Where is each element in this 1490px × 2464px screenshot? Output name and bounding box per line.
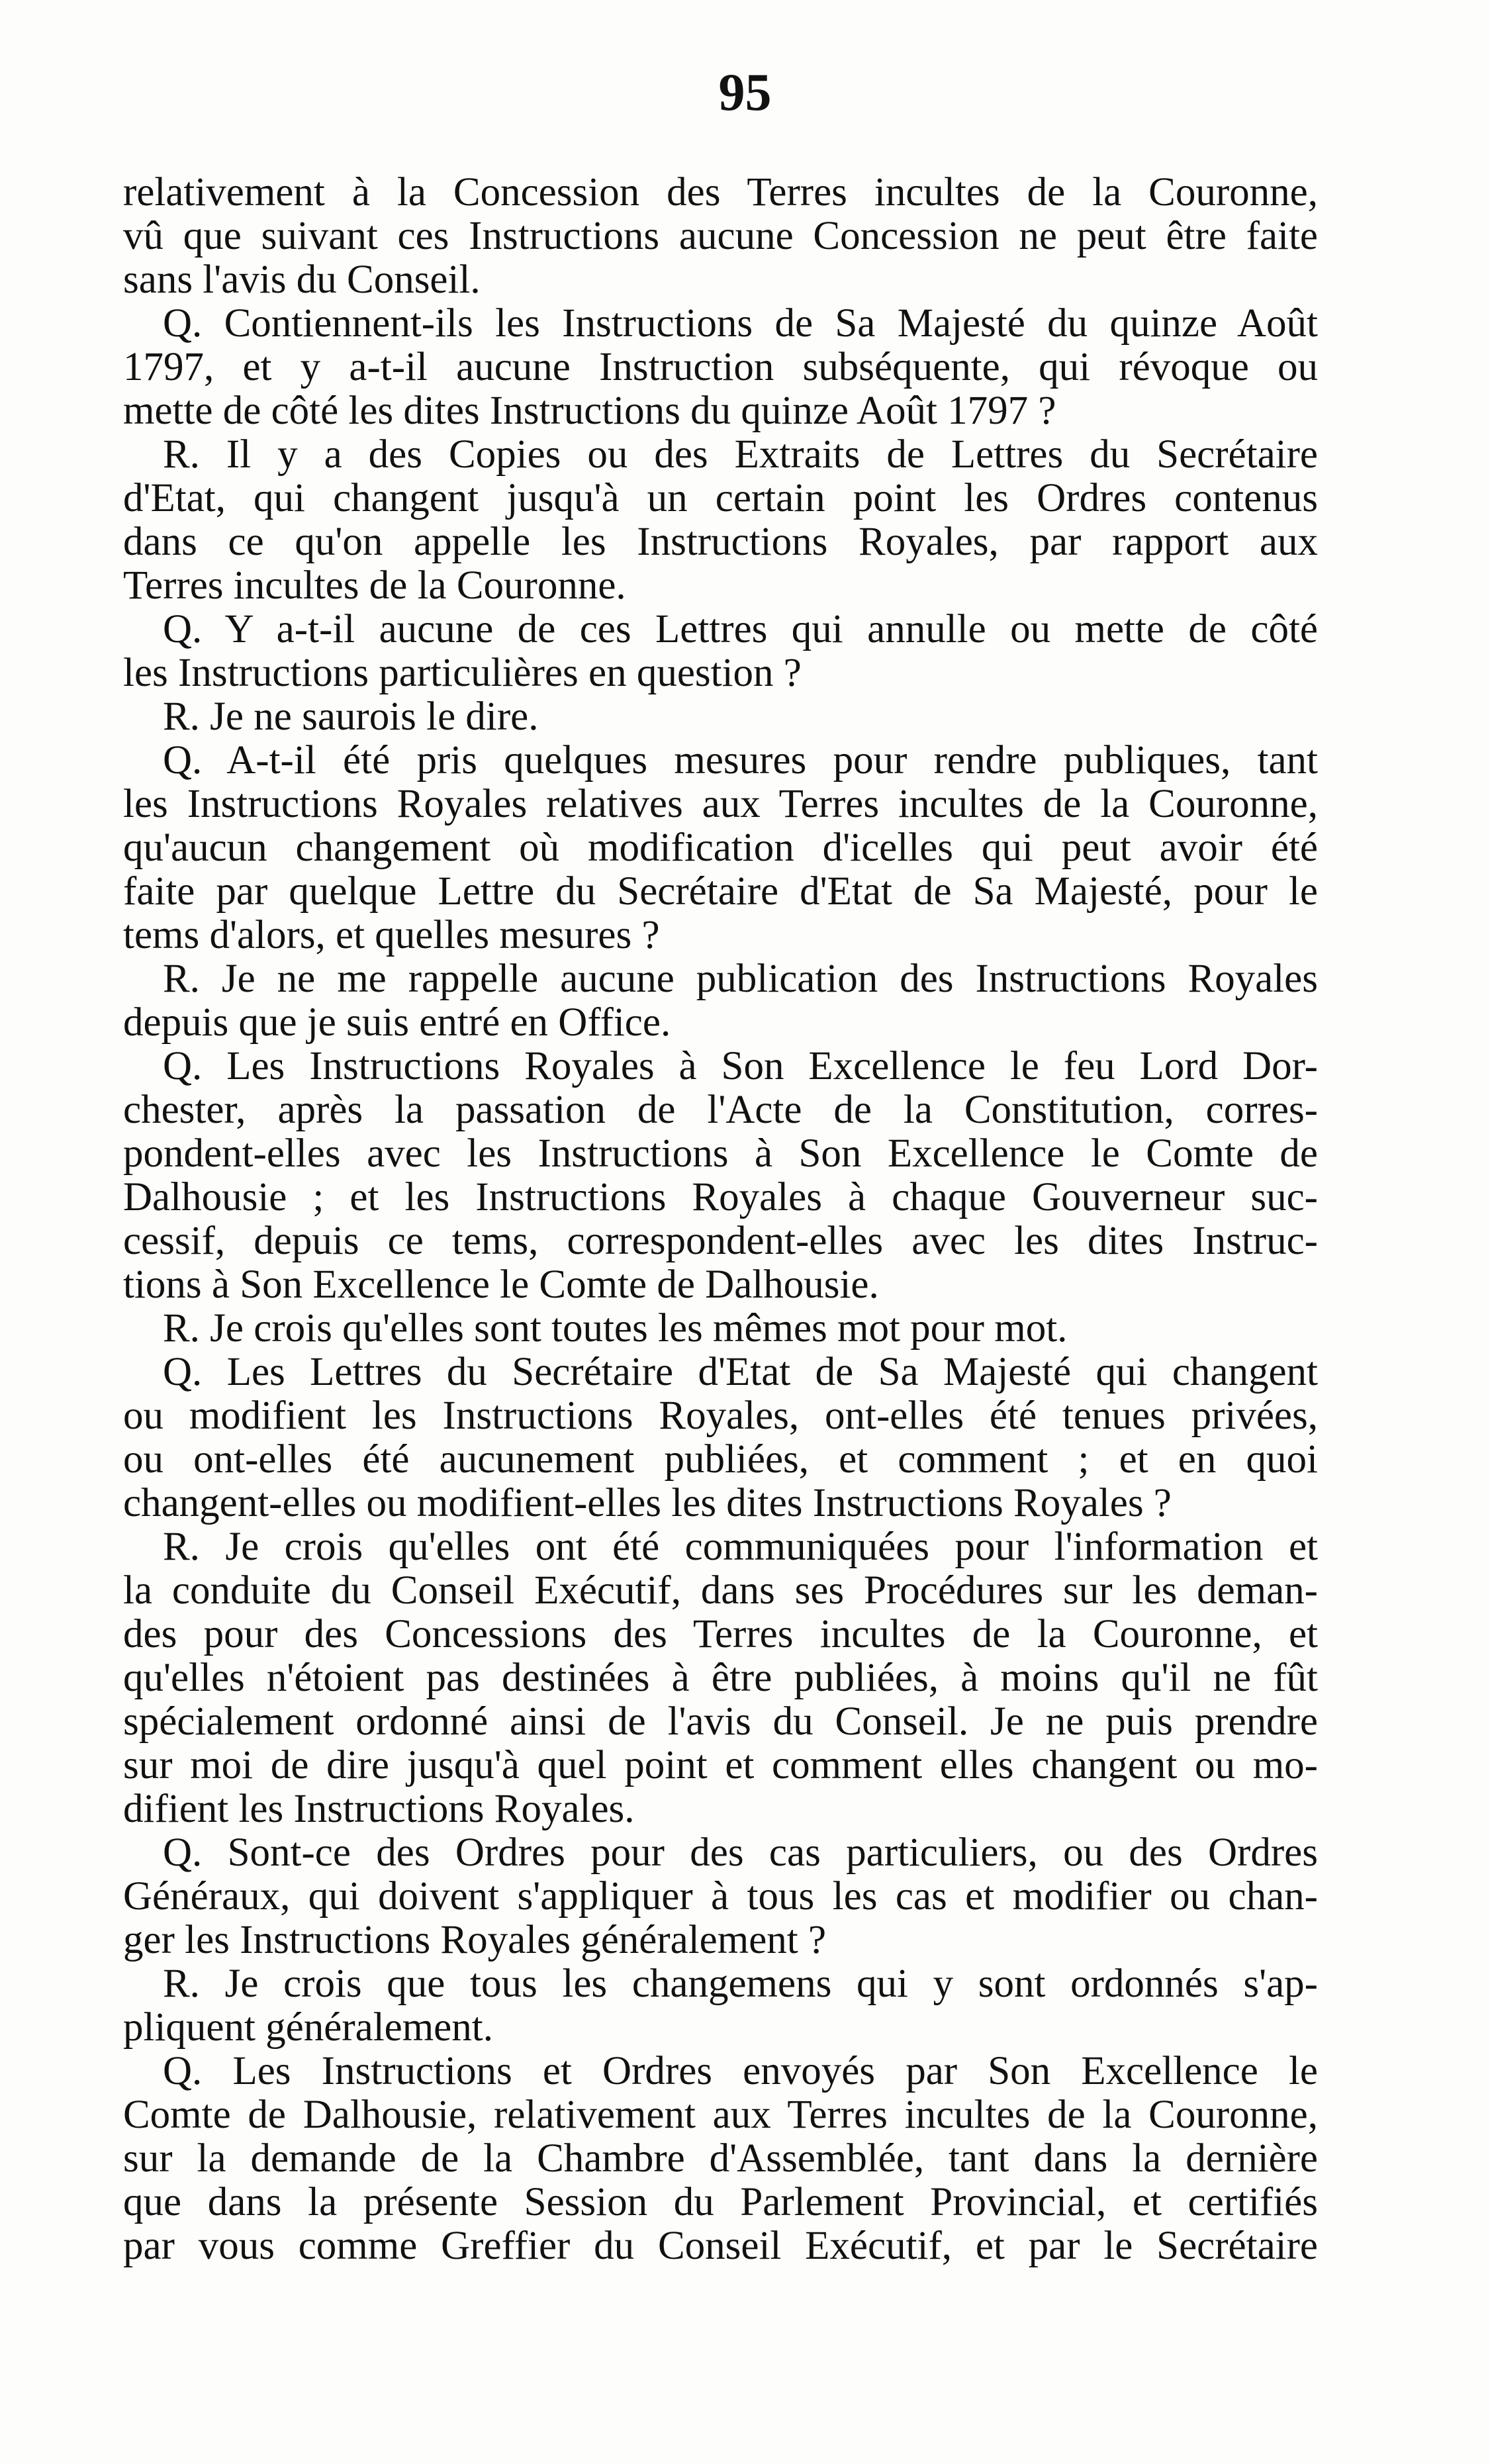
page-number: 95 [718, 64, 772, 122]
text-line: sur moi de dire jusqu'à quel point et comment elles changent ou mo- [123, 1744, 1318, 1787]
text-line: la conduite du Conseil Exécutif, dans ses Procédures sur les deman- [123, 1569, 1318, 1613]
text-line: que dans la présente Session du Parlement Provincial, et certifiés [123, 2181, 1318, 2224]
text-line: Q. Les Instructions Royales à Son Excellence le feu Lord Dor- [163, 1045, 1318, 1088]
text-line: depuis que je suis entré en Office. [123, 1001, 671, 1045]
text-line: Comte de Dalhousie, relativement aux Terres incultes de la Couronne, [123, 2093, 1318, 2137]
text-line: R. Je crois qu'elles sont toutes les mêmes mot pour mot. [163, 1307, 1068, 1350]
text-line: faite par quelque Lettre du Secrétaire d'Etat de Sa Majesté, pour le [123, 870, 1318, 914]
text-line: mette de côté les dites Instructions du quinze Août 1797 ? [123, 389, 1056, 433]
text-line: dans ce qu'on appelle les Instructions Royales, par rapport aux [123, 520, 1318, 564]
text-line: sans l'avis du Conseil. [123, 258, 481, 302]
text-line: qu'elles n'étoient pas destinées à être publiées, à moins qu'il ne fût [123, 1656, 1318, 1700]
text-line: Q. Les Lettres du Secrétaire d'Etat de Sa Majesté qui changent [163, 1350, 1318, 1394]
text-line: R. Il y a des Copies ou des Extraits de Lettres du Secrétaire [163, 433, 1318, 477]
text-line: R. Je ne saurois le dire. [163, 695, 539, 739]
text-line: les Instructions particulières en question ? [123, 651, 802, 695]
body-text [123, 171, 1318, 2268]
text-line: chester, après la passation de l'Acte de la Constitution, corres- [123, 1088, 1318, 1132]
text-line: tions à Son Excellence le Comte de Dalhousie. [123, 1263, 879, 1307]
text-line: Terres incultes de la Couronne. [123, 564, 626, 608]
text-line: Généraux, qui doivent s'appliquer à tous les cas et modifier ou chan- [123, 1875, 1318, 1919]
text-line: pliquent généralement. [123, 2006, 493, 2050]
text-line: Dalhousie ; et les Instructions Royales à chaque Gouverneur suc- [123, 1176, 1318, 1219]
text-line: Q. Y a-t-il aucune de ces Lettres qui annulle ou mette de côté [163, 608, 1318, 651]
text-line: par vous comme Greffier du Conseil Exécutif, et par le Secrétaire [123, 2224, 1318, 2268]
text-line: sur la demande de la Chambre d'Assemblée, tant dans la dernière [123, 2137, 1318, 2181]
text-line: vû que suivant ces Instructions aucune Concession ne peut être faite [123, 214, 1318, 258]
text-line: les Instructions Royales relatives aux Terres incultes de la Couronne, [123, 782, 1318, 826]
text-line: Q. Contiennent-ils les Instructions de Sa Majesté du quinze Août [163, 302, 1318, 346]
text-line: Q. Sont-ce des Ordres pour des cas particuliers, ou des Ordres [163, 1831, 1318, 1875]
text-line: changent-elles ou modifient-elles les dites Instructions Royales ? [123, 1482, 1172, 1525]
text-line: R. Je crois que tous les changemens qui y sont ordonnés s'ap- [163, 1962, 1318, 2006]
text-line: ou ont-elles été aucunement publiées, et comment ; et en quoi [123, 1438, 1318, 1482]
text-line: relativement à la Concession des Terres incultes de la Couronne, [123, 171, 1318, 214]
text-line: ger les Instructions Royales généralement ? [123, 1919, 827, 1962]
text-line: R. Je crois qu'elles ont été communiquées pour l'information et [163, 1525, 1318, 1569]
text-line: pondent-elles avec les Instructions à Son Excellence le Comte de [123, 1132, 1318, 1176]
text-line: tems d'alors, et quelles mesures ? [123, 914, 660, 957]
text-line: Q. Les Instructions et Ordres envoyés par Son Excellence le [163, 2050, 1318, 2093]
text-line: difient les Instructions Royales. [123, 1787, 635, 1831]
text-line: des pour des Concessions des Terres incultes de la Couronne, et [123, 1613, 1318, 1656]
text-line: R. Je ne me rappelle aucune publication des Instructions Royales [163, 957, 1318, 1001]
text-line: ou modifient les Instructions Royales, ont-elles été tenues privées, [123, 1394, 1318, 1438]
text-line: spécialement ordonné ainsi de l'avis du Conseil. Je ne puis prendre [123, 1700, 1318, 1744]
text-line: Q. A-t-il été pris quelques mesures pour rendre publiques, tant [163, 739, 1318, 782]
text-line: d'Etat, qui changent jusqu'à un certain point les Ordres contenus [123, 477, 1318, 520]
text-line: cessif, depuis ce tems, correspondent-elles avec les dites Instruc- [123, 1219, 1318, 1263]
text-line: qu'aucun changement où modification d'icelles qui peut avoir été [123, 826, 1318, 870]
text-line: 1797, et y a-t-il aucune Instruction subséquente, qui révoque ou [123, 346, 1318, 389]
